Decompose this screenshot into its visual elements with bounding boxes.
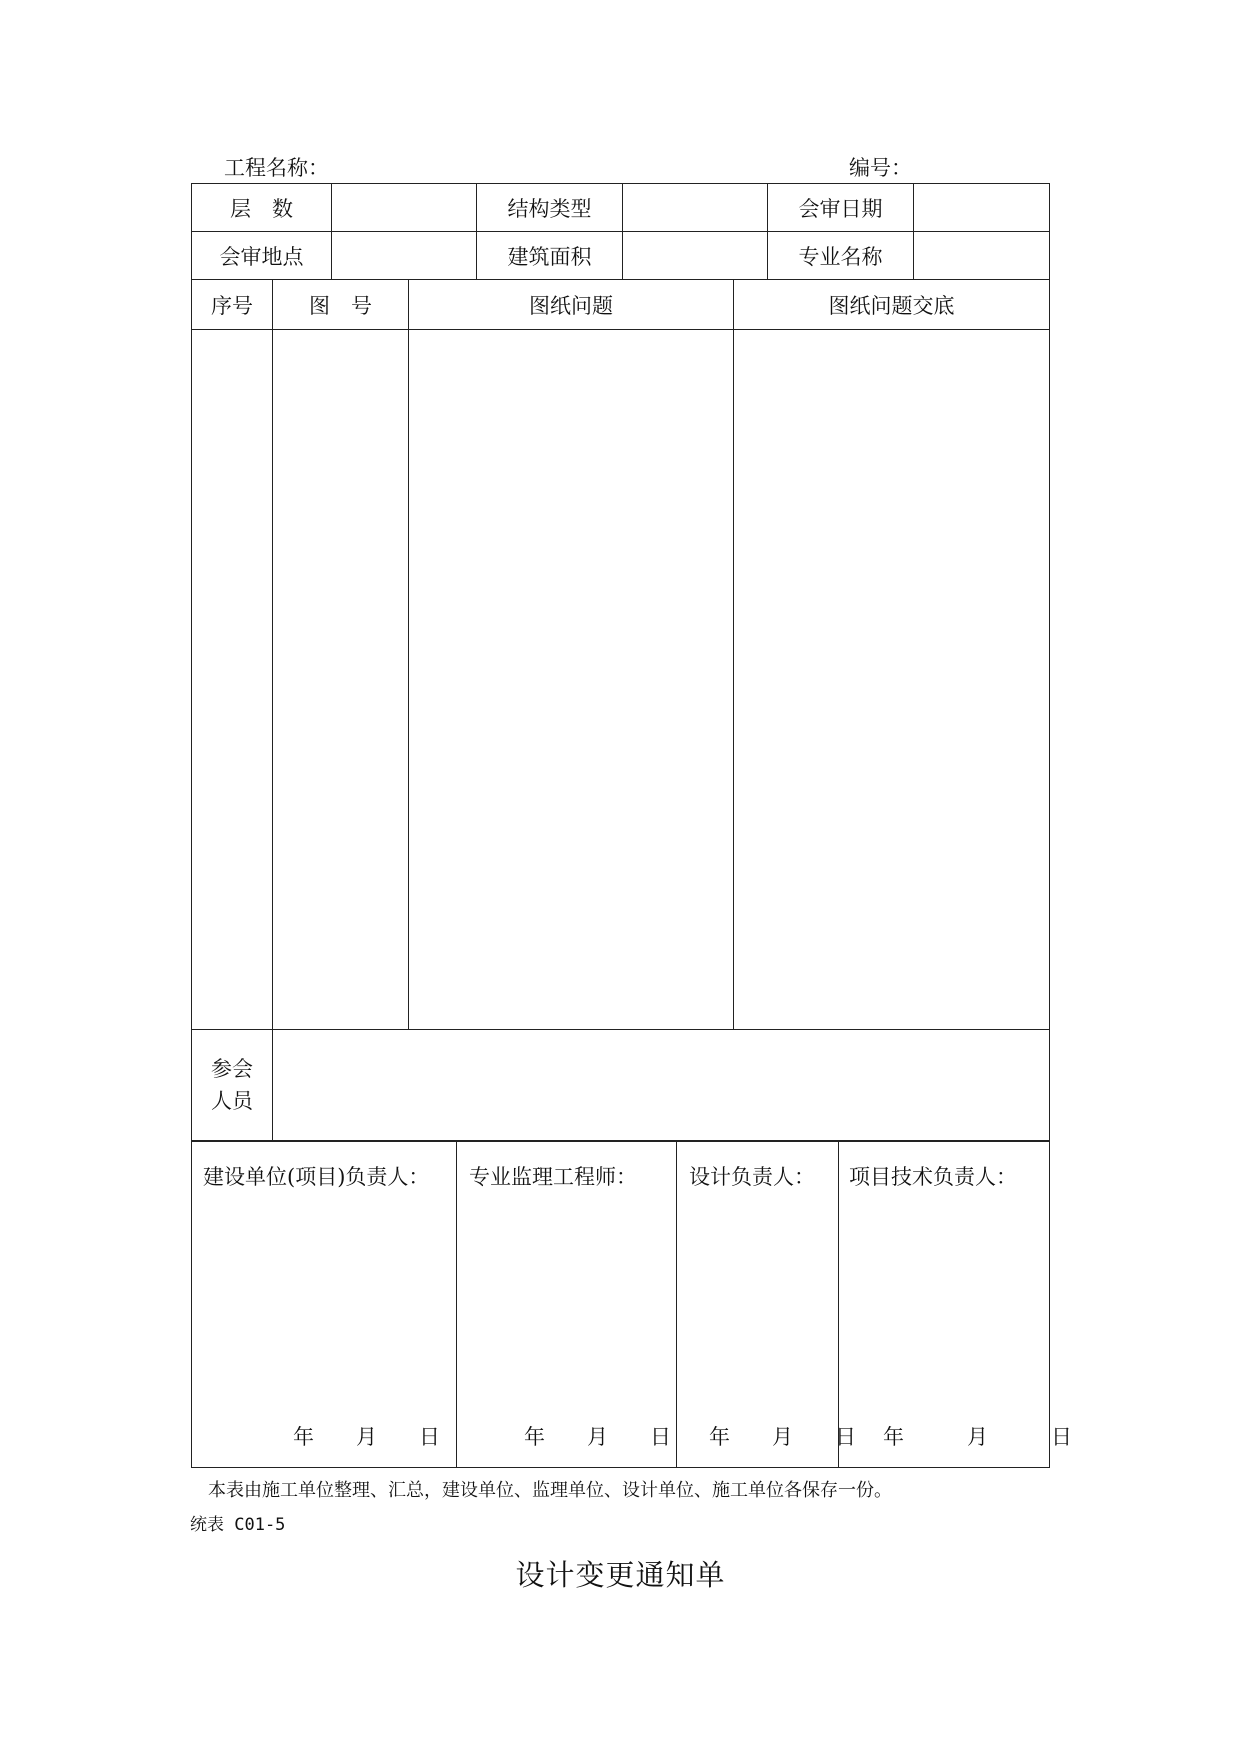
design-lead-signature-label: 设计负责人： bbox=[689, 1165, 815, 1189]
design-lead-date: 年 月 日 bbox=[709, 1425, 856, 1449]
construction-unit-date: 年 月 日 bbox=[293, 1425, 440, 1449]
col-divider bbox=[676, 1141, 677, 1467]
col-divider bbox=[456, 1141, 457, 1467]
floors-value[interactable] bbox=[332, 184, 476, 231]
review-date-value[interactable] bbox=[914, 184, 1049, 231]
discipline-name-label: 专业名称 bbox=[798, 244, 883, 269]
project-name-label: 工程名称： bbox=[224, 156, 329, 180]
building-area-value[interactable] bbox=[623, 232, 767, 279]
next-form-title: 设计变更通知单 bbox=[515, 1558, 726, 1592]
supervision-engineer-date: 年 月 日 bbox=[524, 1425, 671, 1449]
table-border-bottom bbox=[191, 1467, 1050, 1468]
technical-lead-signature-label: 项目技术负责人： bbox=[849, 1165, 1017, 1189]
structure-type-value[interactable] bbox=[623, 184, 767, 231]
attendees-label: 参会 人员 bbox=[211, 1057, 253, 1113]
drawing-no-column-body[interactable] bbox=[273, 330, 408, 1029]
form-number: 统表 C01-5 bbox=[190, 1515, 286, 1535]
clarification-column-body[interactable] bbox=[734, 330, 1049, 1029]
col-header-clarification: 图纸问题交底 bbox=[828, 293, 955, 318]
construction-unit-signature-label: 建设单位(项目)负责人： bbox=[203, 1165, 430, 1189]
structure-type-label: 结构类型 bbox=[507, 196, 592, 221]
col-header-drawing-no: 图 号 bbox=[309, 293, 372, 318]
building-area-label: 建筑面积 bbox=[507, 244, 592, 269]
attendees-field[interactable] bbox=[273, 1030, 1049, 1140]
seq-column-body[interactable] bbox=[192, 330, 272, 1029]
technical-lead-date: 年 月 日 bbox=[883, 1425, 1072, 1449]
col-divider bbox=[838, 1141, 839, 1467]
supervision-engineer-signature-label: 专业监理工程师： bbox=[469, 1165, 637, 1189]
review-location-value[interactable] bbox=[332, 232, 476, 279]
review-date-label: 会审日期 bbox=[798, 196, 883, 221]
table-border-right bbox=[1049, 183, 1050, 1468]
col-header-seq: 序号 bbox=[211, 293, 253, 318]
footer-note: 本表由施工单位整理、汇总，建设单位、监理单位、设计单位、施工单位各保存一份。 bbox=[208, 1480, 892, 1501]
drawing-review-table bbox=[191, 183, 1072, 1468]
floors-label: 层 数 bbox=[230, 196, 293, 221]
col-header-issue: 图纸问题 bbox=[529, 293, 613, 318]
number-label: 编号： bbox=[849, 156, 912, 180]
row-divider bbox=[191, 1140, 1050, 1142]
discipline-name-value[interactable] bbox=[914, 232, 1049, 279]
review-location-label: 会审地点 bbox=[219, 244, 304, 269]
issue-column-body[interactable] bbox=[409, 330, 733, 1029]
